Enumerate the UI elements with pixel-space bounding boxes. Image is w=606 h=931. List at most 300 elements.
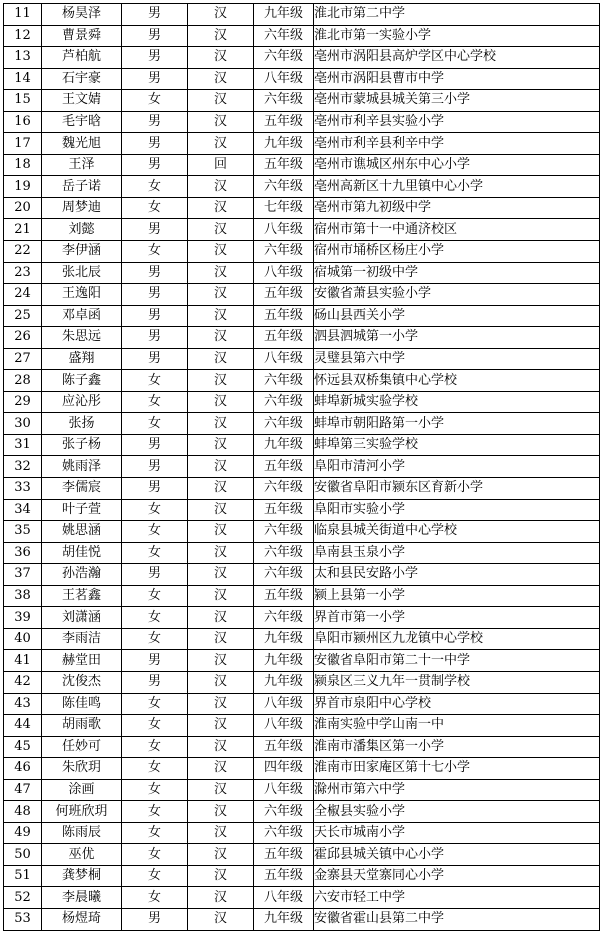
school-name: 全椒县实验小学 bbox=[314, 801, 600, 823]
row-number: 45 bbox=[4, 736, 42, 758]
ethnicity-cell: 汉 bbox=[188, 693, 254, 715]
table-row bbox=[4, 133, 600, 155]
table-row bbox=[4, 90, 600, 112]
school-name: 亳州市利辛县利辛中学 bbox=[314, 133, 600, 155]
ethnicity-cell: 汉 bbox=[188, 499, 254, 521]
school-name: 阜阳市实验小学 bbox=[314, 499, 600, 521]
school-name: 滁州市第六中学 bbox=[314, 779, 600, 801]
student-name: 涂画 bbox=[42, 779, 122, 801]
ethnicity-cell: 汉 bbox=[188, 284, 254, 306]
grade-cell: 八年级 bbox=[254, 262, 314, 284]
school-name: 亳州市谯城区州东中心小学 bbox=[314, 154, 600, 176]
ethnicity-cell: 汉 bbox=[188, 370, 254, 392]
row-number: 19 bbox=[4, 176, 42, 198]
grade-cell: 六年级 bbox=[254, 176, 314, 198]
gender-cell: 男 bbox=[122, 908, 188, 930]
table-row bbox=[4, 111, 600, 133]
table-row bbox=[4, 865, 600, 887]
grade-cell: 九年级 bbox=[254, 434, 314, 456]
roster-body bbox=[4, 4, 600, 931]
grade-cell: 六年级 bbox=[254, 413, 314, 435]
ethnicity-cell: 汉 bbox=[188, 4, 254, 26]
ethnicity-cell: 汉 bbox=[188, 391, 254, 413]
table-row bbox=[4, 348, 600, 370]
table-row bbox=[4, 219, 600, 241]
ethnicity-cell: 汉 bbox=[188, 715, 254, 737]
grade-cell: 六年级 bbox=[254, 370, 314, 392]
student-name: 李雨洁 bbox=[42, 628, 122, 650]
grade-cell: 六年级 bbox=[254, 241, 314, 263]
school-name: 蚌埠市朝阳路第一小学 bbox=[314, 413, 600, 435]
school-name: 亳州市涡阳县曹市中学 bbox=[314, 68, 600, 90]
table-row bbox=[4, 241, 600, 263]
student-name: 周梦迪 bbox=[42, 197, 122, 219]
row-number: 35 bbox=[4, 521, 42, 543]
grade-cell: 九年级 bbox=[254, 908, 314, 930]
student-name: 王文婧 bbox=[42, 90, 122, 112]
table-row bbox=[4, 68, 600, 90]
student-name: 刘潇涵 bbox=[42, 607, 122, 629]
table-row bbox=[4, 607, 600, 629]
gender-cell: 女 bbox=[122, 801, 188, 823]
row-number: 28 bbox=[4, 370, 42, 392]
ethnicity-cell: 汉 bbox=[188, 908, 254, 930]
student-name: 王茗鑫 bbox=[42, 585, 122, 607]
table-row bbox=[4, 521, 600, 543]
table-row bbox=[4, 284, 600, 306]
row-number: 25 bbox=[4, 305, 42, 327]
table-row bbox=[4, 391, 600, 413]
grade-cell: 六年级 bbox=[254, 391, 314, 413]
ethnicity-cell: 汉 bbox=[188, 628, 254, 650]
school-name: 亳州市蒙城县城关第三小学 bbox=[314, 90, 600, 112]
student-name: 刘懿 bbox=[42, 219, 122, 241]
ethnicity-cell: 汉 bbox=[188, 736, 254, 758]
grade-cell: 六年级 bbox=[254, 564, 314, 586]
student-name: 张子杨 bbox=[42, 434, 122, 456]
gender-cell: 女 bbox=[122, 758, 188, 780]
ethnicity-cell: 汉 bbox=[188, 262, 254, 284]
gender-cell: 女 bbox=[122, 499, 188, 521]
student-name: 李儒宸 bbox=[42, 478, 122, 500]
grade-cell: 九年级 bbox=[254, 671, 314, 693]
student-name: 姚思涵 bbox=[42, 521, 122, 543]
row-number: 46 bbox=[4, 758, 42, 780]
gender-cell: 男 bbox=[122, 434, 188, 456]
school-name: 霍邱县城关镇中心小学 bbox=[314, 844, 600, 866]
grade-cell: 八年级 bbox=[254, 693, 314, 715]
gender-cell: 男 bbox=[122, 671, 188, 693]
grade-cell: 六年级 bbox=[254, 25, 314, 47]
table-row bbox=[4, 4, 600, 26]
row-number: 30 bbox=[4, 413, 42, 435]
table-row bbox=[4, 585, 600, 607]
school-name: 安徽省萧县实验小学 bbox=[314, 284, 600, 306]
table-row bbox=[4, 434, 600, 456]
table-row bbox=[4, 197, 600, 219]
student-name: 龚梦桐 bbox=[42, 865, 122, 887]
student-name: 叶子萱 bbox=[42, 499, 122, 521]
student-name: 魏光旭 bbox=[42, 133, 122, 155]
student-name: 李晨曦 bbox=[42, 887, 122, 909]
row-number: 13 bbox=[4, 47, 42, 69]
table-row bbox=[4, 844, 600, 866]
school-name: 亳州市第九初级中学 bbox=[314, 197, 600, 219]
row-number: 38 bbox=[4, 585, 42, 607]
ethnicity-cell: 汉 bbox=[188, 822, 254, 844]
table-row bbox=[4, 370, 600, 392]
row-number: 18 bbox=[4, 154, 42, 176]
grade-cell: 八年级 bbox=[254, 68, 314, 90]
ethnicity-cell: 汉 bbox=[188, 90, 254, 112]
student-name: 曹景舜 bbox=[42, 25, 122, 47]
ethnicity-cell: 汉 bbox=[188, 176, 254, 198]
school-name: 宿州市埇桥区杨庄小学 bbox=[314, 241, 600, 263]
gender-cell: 女 bbox=[122, 413, 188, 435]
school-name: 淮北市第二中学 bbox=[314, 4, 600, 26]
grade-cell: 五年级 bbox=[254, 327, 314, 349]
school-name: 阜阳市颍州区九龙镇中心学校 bbox=[314, 628, 600, 650]
student-name: 陈子鑫 bbox=[42, 370, 122, 392]
student-name: 芦柏航 bbox=[42, 47, 122, 69]
table-row bbox=[4, 822, 600, 844]
table-row bbox=[4, 542, 600, 564]
row-number: 40 bbox=[4, 628, 42, 650]
grade-cell: 八年级 bbox=[254, 219, 314, 241]
gender-cell: 男 bbox=[122, 478, 188, 500]
gender-cell: 女 bbox=[122, 715, 188, 737]
student-name: 朱欣玥 bbox=[42, 758, 122, 780]
table-row bbox=[4, 801, 600, 823]
school-name: 太和县民安路小学 bbox=[314, 564, 600, 586]
ethnicity-cell: 汉 bbox=[188, 111, 254, 133]
student-name: 何班欣玥 bbox=[42, 801, 122, 823]
student-name: 张北辰 bbox=[42, 262, 122, 284]
school-name: 砀山县西关小学 bbox=[314, 305, 600, 327]
gender-cell: 男 bbox=[122, 564, 188, 586]
gender-cell: 女 bbox=[122, 844, 188, 866]
row-number: 49 bbox=[4, 822, 42, 844]
ethnicity-cell: 汉 bbox=[188, 779, 254, 801]
student-name: 陈雨辰 bbox=[42, 822, 122, 844]
school-name: 淮南实验中学山南一中 bbox=[314, 715, 600, 737]
gender-cell: 女 bbox=[122, 607, 188, 629]
gender-cell: 男 bbox=[122, 262, 188, 284]
student-name: 杨昊泽 bbox=[42, 4, 122, 26]
row-number: 29 bbox=[4, 391, 42, 413]
ethnicity-cell: 汉 bbox=[188, 413, 254, 435]
row-number: 47 bbox=[4, 779, 42, 801]
row-number: 17 bbox=[4, 133, 42, 155]
grade-cell: 五年级 bbox=[254, 111, 314, 133]
gender-cell: 女 bbox=[122, 585, 188, 607]
gender-cell: 男 bbox=[122, 348, 188, 370]
ethnicity-cell: 汉 bbox=[188, 434, 254, 456]
gender-cell: 女 bbox=[122, 370, 188, 392]
table-row bbox=[4, 779, 600, 801]
gender-cell: 女 bbox=[122, 521, 188, 543]
student-name: 赫堂田 bbox=[42, 650, 122, 672]
gender-cell: 男 bbox=[122, 68, 188, 90]
ethnicity-cell: 汉 bbox=[188, 887, 254, 909]
gender-cell: 女 bbox=[122, 90, 188, 112]
table-row bbox=[4, 736, 600, 758]
ethnicity-cell: 回 bbox=[188, 154, 254, 176]
table-row bbox=[4, 47, 600, 69]
student-name: 盛翔 bbox=[42, 348, 122, 370]
gender-cell: 男 bbox=[122, 650, 188, 672]
student-name: 陈佳鸣 bbox=[42, 693, 122, 715]
ethnicity-cell: 汉 bbox=[188, 456, 254, 478]
row-number: 33 bbox=[4, 478, 42, 500]
grade-cell: 八年级 bbox=[254, 887, 314, 909]
grade-cell: 六年级 bbox=[254, 542, 314, 564]
gender-cell: 男 bbox=[122, 133, 188, 155]
gender-cell: 男 bbox=[122, 4, 188, 26]
student-name: 石宇豪 bbox=[42, 68, 122, 90]
ethnicity-cell: 汉 bbox=[188, 68, 254, 90]
school-name: 六安市轻工中学 bbox=[314, 887, 600, 909]
table-row bbox=[4, 154, 600, 176]
ethnicity-cell: 汉 bbox=[188, 47, 254, 69]
row-number: 41 bbox=[4, 650, 42, 672]
school-name: 蚌埠第三实验学校 bbox=[314, 434, 600, 456]
row-number: 23 bbox=[4, 262, 42, 284]
row-number: 21 bbox=[4, 219, 42, 241]
school-name: 阜南县玉泉小学 bbox=[314, 542, 600, 564]
school-name: 颍泉区三义九年一贯制学校 bbox=[314, 671, 600, 693]
row-number: 26 bbox=[4, 327, 42, 349]
school-name: 阜阳市清河小学 bbox=[314, 456, 600, 478]
gender-cell: 女 bbox=[122, 241, 188, 263]
row-number: 31 bbox=[4, 434, 42, 456]
row-number: 48 bbox=[4, 801, 42, 823]
ethnicity-cell: 汉 bbox=[188, 671, 254, 693]
ethnicity-cell: 汉 bbox=[188, 758, 254, 780]
table-row bbox=[4, 715, 600, 737]
gender-cell: 男 bbox=[122, 219, 188, 241]
gender-cell: 女 bbox=[122, 542, 188, 564]
table-row bbox=[4, 650, 600, 672]
grade-cell: 九年级 bbox=[254, 133, 314, 155]
table-row bbox=[4, 25, 600, 47]
ethnicity-cell: 汉 bbox=[188, 844, 254, 866]
school-name: 界首市泉阳中心学校 bbox=[314, 693, 600, 715]
school-name: 颍上县第一小学 bbox=[314, 585, 600, 607]
gender-cell: 女 bbox=[122, 628, 188, 650]
student-name: 岳子诺 bbox=[42, 176, 122, 198]
student-name: 胡佳悦 bbox=[42, 542, 122, 564]
ethnicity-cell: 汉 bbox=[188, 241, 254, 263]
gender-cell: 女 bbox=[122, 779, 188, 801]
row-number: 42 bbox=[4, 671, 42, 693]
grade-cell: 八年级 bbox=[254, 779, 314, 801]
school-name: 金寨县天堂寨同心小学 bbox=[314, 865, 600, 887]
row-number: 50 bbox=[4, 844, 42, 866]
ethnicity-cell: 汉 bbox=[188, 542, 254, 564]
row-number: 11 bbox=[4, 4, 42, 26]
row-number: 22 bbox=[4, 241, 42, 263]
student-name: 杨煜琦 bbox=[42, 908, 122, 930]
ethnicity-cell: 汉 bbox=[188, 348, 254, 370]
row-number: 24 bbox=[4, 284, 42, 306]
ethnicity-cell: 汉 bbox=[188, 607, 254, 629]
grade-cell: 五年级 bbox=[254, 154, 314, 176]
grade-cell: 六年级 bbox=[254, 47, 314, 69]
ethnicity-cell: 汉 bbox=[188, 650, 254, 672]
grade-cell: 五年级 bbox=[254, 585, 314, 607]
school-name: 灵璧县第六中学 bbox=[314, 348, 600, 370]
grade-cell: 九年级 bbox=[254, 650, 314, 672]
grade-cell: 八年级 bbox=[254, 715, 314, 737]
gender-cell: 女 bbox=[122, 197, 188, 219]
table-row bbox=[4, 413, 600, 435]
gender-cell: 男 bbox=[122, 25, 188, 47]
gender-cell: 男 bbox=[122, 456, 188, 478]
row-number: 32 bbox=[4, 456, 42, 478]
row-number: 43 bbox=[4, 693, 42, 715]
grade-cell: 九年级 bbox=[254, 628, 314, 650]
row-number: 37 bbox=[4, 564, 42, 586]
table-row bbox=[4, 628, 600, 650]
gender-cell: 男 bbox=[122, 154, 188, 176]
ethnicity-cell: 汉 bbox=[188, 801, 254, 823]
school-name: 亳州高新区十九里镇中心小学 bbox=[314, 176, 600, 198]
grade-cell: 四年级 bbox=[254, 758, 314, 780]
row-number: 53 bbox=[4, 908, 42, 930]
student-name: 王泽 bbox=[42, 154, 122, 176]
student-name: 张扬 bbox=[42, 413, 122, 435]
table-row bbox=[4, 758, 600, 780]
table-row bbox=[4, 478, 600, 500]
ethnicity-cell: 汉 bbox=[188, 521, 254, 543]
school-name: 界首市第一小学 bbox=[314, 607, 600, 629]
grade-cell: 六年级 bbox=[254, 822, 314, 844]
grade-cell: 五年级 bbox=[254, 305, 314, 327]
student-name: 巫优 bbox=[42, 844, 122, 866]
school-name: 亳州市利辛县实验小学 bbox=[314, 111, 600, 133]
ethnicity-cell: 汉 bbox=[188, 219, 254, 241]
gender-cell: 女 bbox=[122, 822, 188, 844]
row-number: 44 bbox=[4, 715, 42, 737]
row-number: 52 bbox=[4, 887, 42, 909]
row-number: 27 bbox=[4, 348, 42, 370]
ethnicity-cell: 汉 bbox=[188, 478, 254, 500]
school-name: 怀远县双桥集镇中心学校 bbox=[314, 370, 600, 392]
student-name: 任妙可 bbox=[42, 736, 122, 758]
table-row bbox=[4, 262, 600, 284]
row-number: 39 bbox=[4, 607, 42, 629]
school-name: 安徽省阜阳市第二十一中学 bbox=[314, 650, 600, 672]
school-name: 蚌埠新城实验学校 bbox=[314, 391, 600, 413]
student-name: 王逸阳 bbox=[42, 284, 122, 306]
grade-cell: 六年级 bbox=[254, 607, 314, 629]
student-name: 沈俊杰 bbox=[42, 671, 122, 693]
gender-cell: 女 bbox=[122, 736, 188, 758]
gender-cell: 男 bbox=[122, 47, 188, 69]
gender-cell: 男 bbox=[122, 305, 188, 327]
row-number: 51 bbox=[4, 865, 42, 887]
gender-cell: 女 bbox=[122, 865, 188, 887]
school-name: 淮南市田家庵区第十七小学 bbox=[314, 758, 600, 780]
school-name: 淮北市第一实验小学 bbox=[314, 25, 600, 47]
table-row bbox=[4, 456, 600, 478]
school-name: 安徽省阜阳市颍东区育新小学 bbox=[314, 478, 600, 500]
student-name: 姚雨泽 bbox=[42, 456, 122, 478]
school-name: 淮南市潘集区第一小学 bbox=[314, 736, 600, 758]
row-number: 16 bbox=[4, 111, 42, 133]
school-name: 亳州市涡阳县高炉学区中心学校 bbox=[314, 47, 600, 69]
ethnicity-cell: 汉 bbox=[188, 564, 254, 586]
gender-cell: 女 bbox=[122, 176, 188, 198]
row-number: 14 bbox=[4, 68, 42, 90]
student-roster-table bbox=[3, 3, 600, 931]
grade-cell: 五年级 bbox=[254, 844, 314, 866]
grade-cell: 五年级 bbox=[254, 499, 314, 521]
ethnicity-cell: 汉 bbox=[188, 197, 254, 219]
gender-cell: 女 bbox=[122, 391, 188, 413]
table-row bbox=[4, 693, 600, 715]
student-name: 邓卓函 bbox=[42, 305, 122, 327]
gender-cell: 男 bbox=[122, 111, 188, 133]
row-number: 15 bbox=[4, 90, 42, 112]
student-name: 应沁彤 bbox=[42, 391, 122, 413]
school-name: 宿州市第十一中通济校区 bbox=[314, 219, 600, 241]
school-name: 天长市城南小学 bbox=[314, 822, 600, 844]
ethnicity-cell: 汉 bbox=[188, 865, 254, 887]
grade-cell: 五年级 bbox=[254, 456, 314, 478]
ethnicity-cell: 汉 bbox=[188, 25, 254, 47]
student-name: 孙浩瀚 bbox=[42, 564, 122, 586]
school-name: 宿城第一初级中学 bbox=[314, 262, 600, 284]
school-name: 安徽省霍山县第二中学 bbox=[314, 908, 600, 930]
table-row bbox=[4, 671, 600, 693]
gender-cell: 男 bbox=[122, 284, 188, 306]
row-number: 20 bbox=[4, 197, 42, 219]
grade-cell: 五年级 bbox=[254, 284, 314, 306]
table-row bbox=[4, 499, 600, 521]
student-name: 李伊涵 bbox=[42, 241, 122, 263]
ethnicity-cell: 汉 bbox=[188, 327, 254, 349]
ethnicity-cell: 汉 bbox=[188, 585, 254, 607]
student-name: 胡雨歌 bbox=[42, 715, 122, 737]
table-row bbox=[4, 305, 600, 327]
grade-cell: 九年级 bbox=[254, 4, 314, 26]
grade-cell: 六年级 bbox=[254, 801, 314, 823]
grade-cell: 七年级 bbox=[254, 197, 314, 219]
grade-cell: 六年级 bbox=[254, 478, 314, 500]
table-row bbox=[4, 564, 600, 586]
grade-cell: 六年级 bbox=[254, 521, 314, 543]
row-number: 12 bbox=[4, 25, 42, 47]
grade-cell: 五年级 bbox=[254, 736, 314, 758]
grade-cell: 八年级 bbox=[254, 348, 314, 370]
table-row bbox=[4, 176, 600, 198]
student-name: 朱思远 bbox=[42, 327, 122, 349]
student-name: 毛宇晗 bbox=[42, 111, 122, 133]
ethnicity-cell: 汉 bbox=[188, 305, 254, 327]
ethnicity-cell: 汉 bbox=[188, 133, 254, 155]
grade-cell: 五年级 bbox=[254, 865, 314, 887]
row-number: 34 bbox=[4, 499, 42, 521]
table-row bbox=[4, 887, 600, 909]
gender-cell: 女 bbox=[122, 887, 188, 909]
school-name: 临泉县城关街道中心学校 bbox=[314, 521, 600, 543]
gender-cell: 男 bbox=[122, 327, 188, 349]
table-row bbox=[4, 327, 600, 349]
school-name: 泗县泗城第一小学 bbox=[314, 327, 600, 349]
row-number: 36 bbox=[4, 542, 42, 564]
